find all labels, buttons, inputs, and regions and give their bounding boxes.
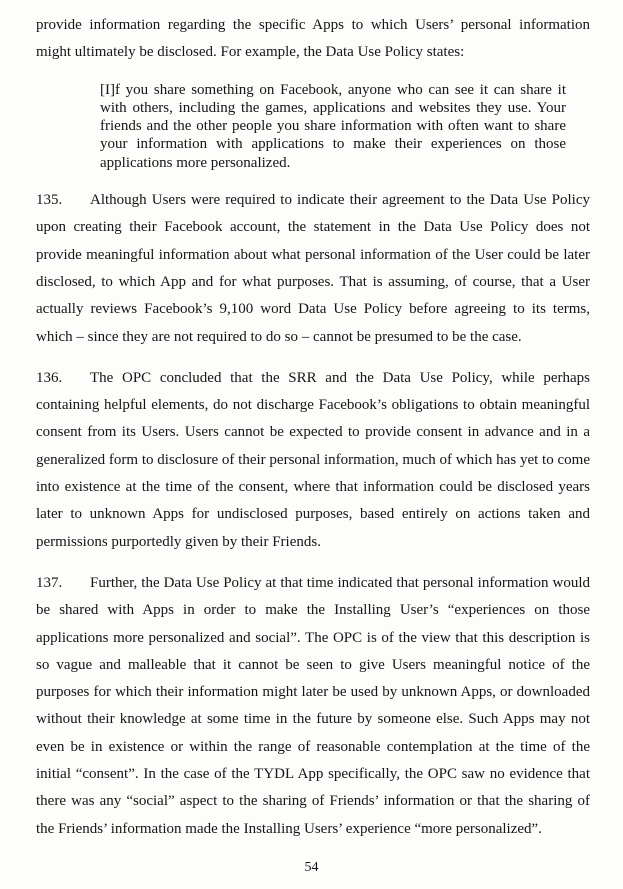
paragraph-137 [36,570,590,843]
page-number: 54 [304,860,319,875]
paragraph-136-text: The OPC concluded that the SRR and the Data Use Policy, while perhaps containing helpful elements, do not discharge Facebook’s obligations to obtain meaningful consent from its Users. Users cannot be expected to provide consent in advance and in a generalized form to disclosure of their personal information, much of which has yet to come into existence at the time of the consent, where that information could be disclosed years later to unknown Apps for undisclosed purposes, based entirely on actions taken and permissions purportedly given by their Friends. [36,369,590,550]
paragraph-135-number: 135. [36,192,63,209]
paragraph-135-text: Although Users were required to indicate their agreement to the Data Use Policy upon creating their Facebook account, the statement in the Data Use Policy does not provide meaningful information about what personal information of the User could be later disclosed, to which App and for what purposes. That is assuming, of course, that a User actually reviews Facebook’s 9,100 word Data Use Policy before agreeing to its terms, which – since they are not required to do so – cannot be presumed to be the case. [36,192,590,345]
paragraph-137-number: 137. [36,574,63,591]
paragraph-135 [36,187,590,351]
intro-paragraph: provide information regarding the specific Apps to which Users’ personal information might ultimately be disclosed. For example, the Data Use Policy states: [36,17,590,61]
block-quote: [I]f you share something on Facebook, anyone who can see it can share it with others, including the games, applications and websites they use. Your friends and the other people you share information with often want to share your information with applications to make their experiences on those applications more personalized. [100,81,566,171]
paragraph-136 [36,365,590,556]
paragraph-136-number: 136. [36,369,63,386]
paragraph-137-text: Further, the Data Use Policy at that time indicated that personal information would be shared with Apps in order to make the Installing User’s “experiences on those applications more personalized and social”. The OPC is of the view that this description is so vague and malleable that it cannot be seen to give Users meaningful notice of the purposes for which their information might later be used by unknown Apps, or downloaded without their knowledge at some time in the future by someone else. Such Apps may not even be in existence or within the range of reasonable contemplation at the time of the initial “consent”. In the case of the TYDL App specifically, the OPC saw no evidence that there was any “social” aspect to the sharing of Friends’ information or that the sharing of the Friends’ information made the Installing Users’ experience “more personalized”. [36,574,590,837]
